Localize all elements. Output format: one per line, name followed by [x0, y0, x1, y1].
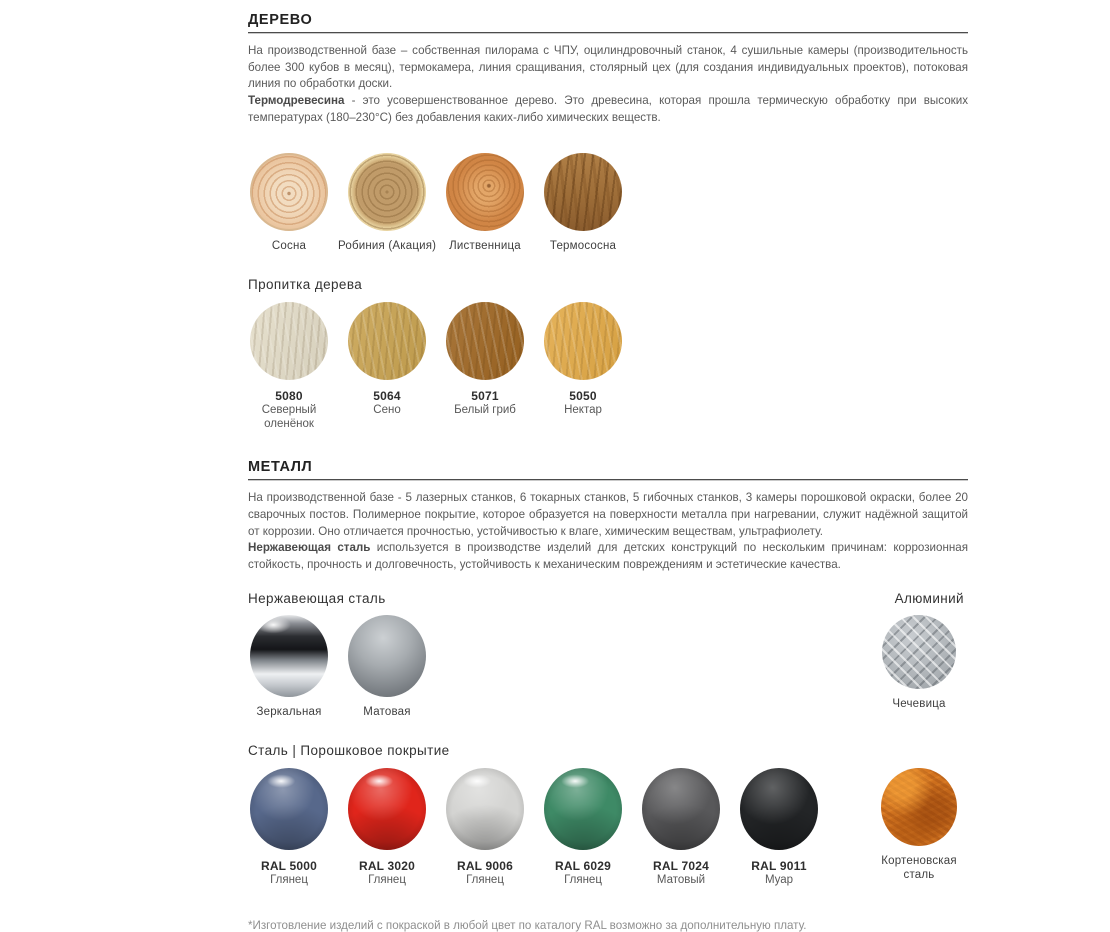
wood-sample-thermopine: [534, 153, 632, 254]
stain-swatch-image: [544, 302, 622, 380]
diamond-plate-image: [882, 615, 956, 689]
ral-finish: Муар: [764, 874, 794, 887]
matte-steel-sphere-image: [348, 615, 426, 697]
stain-code: 5080: [275, 389, 303, 403]
powder-sample-ral5000: [240, 768, 338, 888]
ral-finish: Глянец: [368, 874, 406, 887]
stainless-term: Нержавеющая сталь: [248, 541, 371, 555]
powder-sample-ral7024: [632, 768, 730, 888]
thermopine-grain-image: [544, 153, 622, 231]
wood-sample-pine: [240, 153, 338, 254]
ral-finish: Глянец: [270, 874, 308, 887]
aluminum-sample-lentil: [870, 615, 968, 712]
ral-code: RAL 6029: [554, 859, 612, 874]
wood-section-title: ДЕРЕВО: [248, 12, 313, 28]
powder-sample-ral3020: [338, 768, 436, 888]
stain-swatch-image: [446, 302, 524, 380]
ral-sphere-image: [544, 768, 622, 850]
larch-cross-section-image: [446, 153, 524, 231]
wood-section: [248, 12, 968, 431]
corten-steel-image: [881, 768, 957, 846]
stain-code: 5050: [569, 389, 597, 403]
ral-finish: Матовый: [656, 874, 706, 887]
metal-paragraph-1-text: На производственной базе - 5 лазерных станков, 6 токарных станков, 5 гибочных станков, 3 камеры порошковой окраски, более 20 сварочных постов. Полимерное покрытие, которое образуется на поверхности металла при нагревании, служит надёжной защитой от коррозии. Оно отличается прочностью, устойчивостью к влаге, химическим веществам, ультрафиолету.: [248, 491, 968, 538]
corten-steel-sample: [870, 768, 968, 882]
metal-paragraph-2-text: используется в производстве изделий для детских конструкций по нескольким причинам: коррозионная стойкость, прочность и долговечность, устойчивость к механическим повреждениям и эстетические качества.: [248, 541, 968, 571]
wood-sample-label: Сосна: [271, 240, 307, 253]
stain-swatch-image: [250, 302, 328, 380]
stainless-sample-matte: [338, 615, 436, 720]
robinia-cross-section-image: [348, 153, 426, 231]
powder-sample-ral6029: [534, 768, 632, 888]
wood-samples-row: [240, 153, 968, 254]
mirror-steel-sphere-image: [250, 615, 328, 697]
wood-paragraph-1-text: На производственной базе – собственная пилорама с ЧПУ, оцилиндровочный станок, 4 сушильные камеры (производительность более 300 кубов в месяц), термокамера, линия сращивания, столярный цех (для создания индивидуальных проектов), потоковая линия по обработки доски.: [248, 44, 968, 91]
thermowood-term: Термодревесина: [248, 94, 345, 108]
ral-code: RAL 3020: [358, 859, 416, 874]
metal-description: [248, 490, 968, 573]
powder-sample-ral9011: [730, 768, 828, 888]
stain-name: Сено: [373, 404, 401, 416]
metal-subheadings-row: [248, 591, 968, 606]
metal-section: [248, 459, 968, 888]
wood-paragraph-2: [248, 93, 968, 126]
ral-code: RAL 7024: [652, 859, 710, 874]
powder-sample-ral9006: [436, 768, 534, 888]
stain-name: Нектар: [564, 404, 602, 416]
ral-sphere-image: [250, 768, 328, 850]
wood-sample-label: Лиственница: [449, 240, 521, 253]
stain-code: 5071: [471, 389, 499, 403]
ral-sphere-image: [642, 768, 720, 850]
impregnation-sample-5064: [338, 302, 436, 418]
ral-code: RAL 9006: [456, 859, 514, 874]
metal-section-title: МЕТАЛЛ: [248, 459, 313, 476]
aluminum-title: Алюминий: [894, 590, 964, 606]
wood-sample-larch: [436, 153, 534, 254]
wood-paragraph-2-text: - это усовершенствованное дерево. Это древесина, которая прошла термическую обработку при высоких температурах (180–230°С) без добавления каких-либо химических веществ.: [248, 94, 968, 124]
ral-code: RAL 5000: [260, 859, 318, 874]
impregnation-sample-5080: [240, 302, 338, 431]
powder-samples-row: [240, 768, 968, 888]
ral-code: RAL 9011: [751, 859, 807, 874]
ral-finish: Глянец: [564, 874, 602, 887]
ral-sphere-image: [446, 768, 524, 850]
wood-section-divider: [248, 32, 968, 34]
stain-name: Северный оленёнок: [261, 404, 317, 430]
ral-footnote: *Изготовление изделий с покраской в любой цвет по каталогу RAL возможно за дополнительную плату.: [248, 918, 807, 932]
stain-code: 5064: [373, 389, 401, 403]
ral-sphere-image: [348, 768, 426, 850]
metal-paragraph-2: [248, 540, 968, 573]
stainless-sample-label: Матовая: [363, 705, 411, 718]
powder-coating-title: Сталь | Порошковое покрытие: [248, 743, 450, 759]
stainless-sample-mirror: [240, 615, 338, 720]
impregnation-samples-row: [240, 302, 968, 431]
ral-sphere-image: [740, 768, 818, 850]
impregnation-sample-5050: [534, 302, 632, 418]
stainless-steel-title: Нержавеющая сталь: [248, 590, 386, 606]
wood-description: [248, 43, 968, 126]
impregnation-title: Пропитка дерева: [248, 277, 363, 292]
stain-swatch-image: [348, 302, 426, 380]
wood-sample-label: Термососна: [549, 240, 617, 253]
pine-cross-section-image: [250, 153, 328, 231]
aluminum-sample-label: Чечевица: [892, 697, 946, 710]
corten-steel-label: Кортеновская сталь: [881, 855, 957, 881]
wood-sample-label: Робиния (Акация): [338, 240, 437, 253]
page-content: [248, 12, 968, 932]
stain-name: Белый гриб: [454, 404, 516, 416]
stainless-samples-row: [240, 615, 968, 720]
stainless-sample-label: Зеркальная: [256, 705, 322, 718]
ral-finish: Глянец: [466, 874, 504, 887]
impregnation-sample-5071: [436, 302, 534, 418]
wood-paragraph-1: [248, 43, 968, 93]
metal-section-divider: [248, 479, 968, 481]
metal-paragraph-1: [248, 490, 968, 540]
wood-sample-robinia: [338, 153, 436, 254]
